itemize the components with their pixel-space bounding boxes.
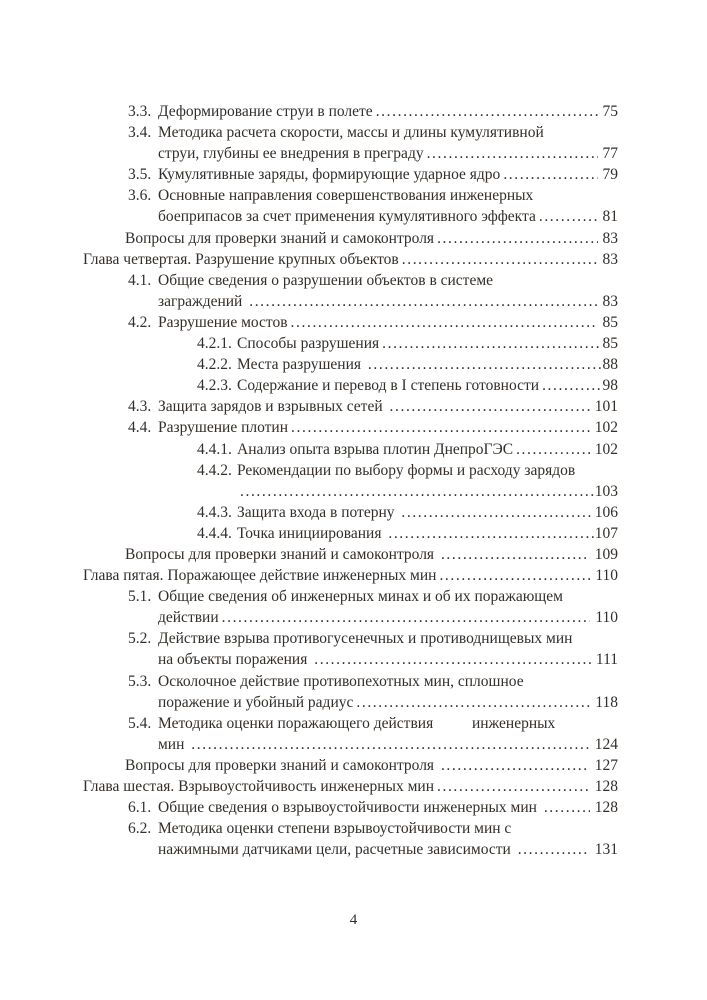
toc-entry-last-line: [158, 839, 618, 860]
toc-page-number: 79: [602, 166, 618, 184]
dot-leader: [222, 607, 591, 628]
toc-entry-title: Защита зарядов и взрывных сетей: [158, 398, 387, 416]
toc-entry-body: [83, 776, 618, 797]
dot-leader: [382, 333, 601, 354]
toc-page-number: 102: [594, 419, 618, 437]
toc-entry-title: Деформирование струи в полете: [158, 103, 373, 120]
toc-page-number: 124: [594, 735, 618, 753]
toc-page-number: 106: [594, 503, 618, 521]
dot-leader: [314, 649, 591, 670]
toc-entry: [83, 818, 618, 860]
table-of-contents: [83, 101, 618, 860]
toc-entry-title: Глава пятая. Поражающее действие инженерных мин: [83, 567, 437, 585]
dot-leader: [291, 312, 598, 333]
toc-entry: [83, 333, 618, 354]
toc-page-number: 85: [602, 313, 618, 331]
toc-entry-last-line: [158, 143, 618, 164]
dot-leader: [376, 101, 598, 122]
toc-entry-title: на объекты поражения: [158, 651, 312, 669]
toc-entry-last-line: [158, 291, 618, 312]
toc-entry-body: [158, 818, 618, 860]
toc-entry-last-line: [158, 396, 618, 417]
toc-entry: [83, 628, 618, 670]
toc-entry: [83, 586, 618, 628]
toc-entry-last-line: [158, 312, 618, 333]
page-number: 4: [349, 912, 358, 928]
toc-entry-number: 4.4.2.: [197, 461, 232, 479]
toc-entry: [83, 776, 618, 797]
toc-entry-number: 5.1.: [128, 588, 152, 606]
toc-entry-number: 4.2.: [128, 313, 152, 331]
toc-entry-body: [83, 565, 618, 586]
toc-entry-title: Вопросы для проверки знаний и самоконтроля: [125, 229, 435, 247]
dot-leader: [441, 755, 590, 776]
toc-entry-text-line: Общие сведения об инженерных минах и об их поражающем: [158, 588, 563, 606]
toc-entry-number: 5.4.: [128, 714, 152, 732]
toc-entry-body: [125, 544, 618, 565]
toc-entry-text-line: Методика оценки поражающего действия инженерных: [158, 714, 556, 732]
toc-entry-title: Кумулятивные заряды, формирующие ударное ядро: [158, 166, 501, 184]
dot-leader: [542, 375, 601, 396]
toc-entry-body: [237, 333, 618, 354]
toc-entry: [83, 523, 618, 544]
toc-entry-last-line: [158, 164, 618, 185]
toc-page-number: 131: [594, 841, 618, 859]
toc-page-number: 101: [594, 398, 618, 416]
toc-page-number: 111: [595, 651, 618, 669]
toc-entry-number: 6.1.: [128, 799, 152, 817]
toc-entry: [83, 671, 618, 713]
toc-page-number: 103: [594, 482, 618, 500]
toc-entry-number: 4.1.: [128, 271, 152, 289]
toc-entry-title: Глава шестая. Взрывоустойчивость инженерных мин: [83, 778, 434, 795]
toc-entry-text-line: Общие сведения о разрушении объектов в системе: [158, 271, 494, 289]
toc-entry: [83, 713, 618, 755]
dot-leader: [191, 734, 589, 755]
toc-entry-body: [158, 797, 618, 818]
toc-entry-body: [158, 101, 618, 122]
toc-entry-body: [158, 312, 618, 333]
toc-entry-body: [158, 396, 618, 417]
toc-entry-number: 5.2.: [128, 630, 152, 648]
toc-entry-body: [125, 228, 618, 249]
toc-entry-title: Разрушение плотин: [158, 419, 289, 437]
toc-entry-number: 4.2.2.: [197, 356, 232, 374]
toc-entry: [83, 565, 618, 586]
toc-entry-last-line: [158, 101, 618, 122]
toc-entry-title: Способы разрушения: [237, 335, 380, 353]
toc-page-number: 81: [602, 208, 618, 226]
toc-entry-body: [158, 270, 618, 312]
toc-entry-title: заграждений: [158, 292, 247, 310]
toc-entry-number: 4.3.: [128, 398, 152, 416]
toc-entry-number: 3.6.: [128, 187, 152, 205]
dot-leader: [390, 396, 590, 417]
toc-entry-body: [237, 354, 618, 375]
toc-entry-title: Точка инициирования: [237, 524, 386, 542]
dot-leader: [401, 502, 593, 523]
toc-entry-title: мин: [158, 735, 189, 753]
toc-entry: [83, 312, 618, 333]
toc-entry-number: 4.2.3.: [197, 377, 232, 395]
toc-entry-last-line: [237, 333, 618, 354]
toc-entry: [83, 228, 618, 249]
toc-entry-last-line: [83, 776, 618, 797]
dot-leader: [427, 143, 598, 164]
toc-entry: [83, 544, 618, 565]
dot-leader: [439, 565, 590, 586]
toc-entry-body: [237, 375, 618, 396]
dot-leader: [291, 417, 590, 438]
toc-entry-last-line: [158, 692, 618, 713]
toc-entry-title: Анализ опыта взрыва плотин ДнепроГЭС: [237, 440, 514, 458]
toc-page-number: 83: [602, 229, 618, 247]
toc-entry-title: Вопросы для проверки знаний и самоконтроля: [125, 545, 438, 563]
dot-leader: [437, 228, 597, 249]
toc-entry-last-line: [158, 797, 618, 818]
toc-page-number: 85: [602, 335, 618, 353]
toc-entry-last-line: [158, 417, 618, 438]
toc-entry: [83, 439, 618, 460]
dot-leader: [441, 544, 590, 565]
toc-entry-last-line: [237, 439, 618, 460]
toc-entry-last-line: [83, 249, 618, 270]
toc-entry: [83, 502, 618, 523]
dot-leader: [402, 249, 598, 270]
toc-entry-last-line: [125, 228, 618, 249]
toc-entry: [83, 249, 618, 270]
dot-leader: [539, 206, 598, 227]
toc-page-number: 110: [595, 567, 618, 585]
dot-leader: [368, 354, 602, 375]
toc-page-number: 109: [594, 545, 618, 563]
toc-entry: [83, 797, 618, 818]
toc-entry-title: Глава четвертая. Разрушение крупных объектов: [83, 250, 399, 268]
toc-entry-last-line: [237, 523, 618, 544]
toc-entry-number: 3.5.: [128, 166, 152, 184]
toc-entry: [83, 185, 618, 227]
toc-entry-number: 4.4.4.: [197, 524, 232, 542]
toc-entry-last-line: [125, 755, 618, 776]
toc-entry-title: Защита входа в потерну: [237, 503, 399, 521]
toc-entry-title: Места разрушения: [237, 356, 365, 374]
toc-entry: [83, 375, 618, 396]
toc-entry-last-line: [237, 354, 618, 375]
toc-page-number: 98: [602, 377, 618, 395]
toc-entry-last-line: [158, 206, 618, 227]
toc-entry: [83, 164, 618, 185]
toc-entry-text-line: Методика оценки степени взрывоустойчивости мин с: [158, 820, 512, 838]
toc-entry-body: [237, 460, 618, 502]
toc-page-number: 127: [594, 756, 618, 774]
toc-entry-last-line: [237, 375, 618, 396]
dot-leader: [437, 776, 590, 797]
toc-entry-last-line: [237, 502, 618, 523]
toc-entry-text-line: Методика расчета скорости, массы и длины кумулятивной: [158, 124, 544, 142]
toc-entry-number: 4.2.1.: [197, 335, 232, 353]
toc-entry-body: [158, 671, 618, 713]
dot-leader: [518, 839, 590, 860]
toc-entry-title: действии: [158, 609, 219, 627]
toc-entry-last-line: [125, 544, 618, 565]
toc-entry-title: поражение и убойный радиус: [158, 693, 354, 711]
toc-entry-text-line: Действие взрыва противогусенечных и противоднищевых мин: [158, 630, 573, 648]
toc-entry-text-line: Осколочное действие противопехотных мин, сплошное: [158, 672, 524, 690]
toc-entry: [83, 101, 618, 122]
dot-leader: [249, 291, 597, 312]
toc-entry-body: [158, 628, 618, 670]
toc-entry-last-line: [158, 649, 618, 670]
toc-entry-body: [83, 249, 618, 270]
toc-entry-body: [158, 185, 618, 227]
toc-entry-body: [158, 417, 618, 438]
toc-entry: [83, 122, 618, 164]
toc-entry-number: 4.4.1.: [197, 440, 232, 458]
toc-entry: [83, 270, 618, 312]
toc-entry-number: 3.3.: [128, 103, 152, 120]
toc-entry-number: 3.4.: [128, 124, 152, 142]
toc-entry-title: струи, глубины ее внедрения в преграду: [158, 145, 424, 163]
toc-entry-body: [125, 755, 618, 776]
toc-page-number: 110: [595, 609, 618, 627]
toc-entry-body: [237, 439, 618, 460]
toc-entry-title: Вопросы для проверки знаний и самоконтроля: [125, 756, 438, 774]
toc-entry: [83, 417, 618, 438]
toc-entry-body: [237, 523, 618, 544]
toc-entry-title: нажимными датчиками цели, расчетные зависимости: [158, 841, 515, 859]
toc-entry-title: Разрушение мостов: [158, 313, 288, 331]
toc-entry-last-line: [158, 607, 618, 628]
toc-entry-last-line: [83, 565, 618, 586]
toc-entry: [83, 396, 618, 417]
toc-entry-body: [158, 164, 618, 185]
toc-entry: [83, 354, 618, 375]
toc-page-number: 83: [602, 250, 618, 268]
dot-leader: [240, 481, 594, 502]
toc-entry-title: боеприпасов за счет применения кумулятивного эффекта: [158, 208, 536, 226]
toc-page-number: 75: [602, 103, 618, 120]
dot-leader: [516, 439, 594, 460]
toc-page-number: 77: [602, 145, 618, 163]
toc-entry-number: 4.4.3.: [197, 503, 232, 521]
toc-entry-last-line: [237, 481, 618, 502]
toc-page-number: 88: [602, 356, 618, 374]
toc-page-number: 118: [595, 693, 618, 711]
toc-page-number: 83: [602, 292, 618, 310]
dot-leader: [503, 164, 597, 185]
dot-leader: [356, 692, 590, 713]
toc-entry-text-line: Основные направления совершенствования инженерных: [158, 187, 534, 205]
toc-entry-number: 6.2.: [128, 820, 152, 838]
toc-entry-text-line: Рекомендации по выбору формы и расходу зарядов: [237, 461, 576, 479]
toc-entry-number: 4.4.: [128, 419, 152, 437]
toc-entry-body: [158, 713, 618, 755]
toc-entry: [83, 460, 618, 502]
toc-entry-number: 5.3.: [128, 672, 152, 690]
toc-entry-body: [158, 122, 618, 164]
toc-entry-body: [158, 586, 618, 628]
toc-entry-last-line: [158, 734, 618, 755]
dot-leader: [544, 797, 590, 818]
toc-page-number: 107: [594, 524, 618, 542]
toc-entry-body: [237, 502, 618, 523]
toc-entry-title: Содержание и перевод в I степень готовности: [237, 377, 540, 395]
dot-leader: [388, 523, 593, 544]
toc-entry: [83, 755, 618, 776]
toc-page-number: 128: [594, 799, 618, 817]
toc-page-number: 102: [594, 440, 618, 458]
toc-entry-title: Общие сведения о взрывоустойчивости инженерных мин: [158, 799, 541, 817]
toc-page-number: 128: [594, 778, 618, 795]
